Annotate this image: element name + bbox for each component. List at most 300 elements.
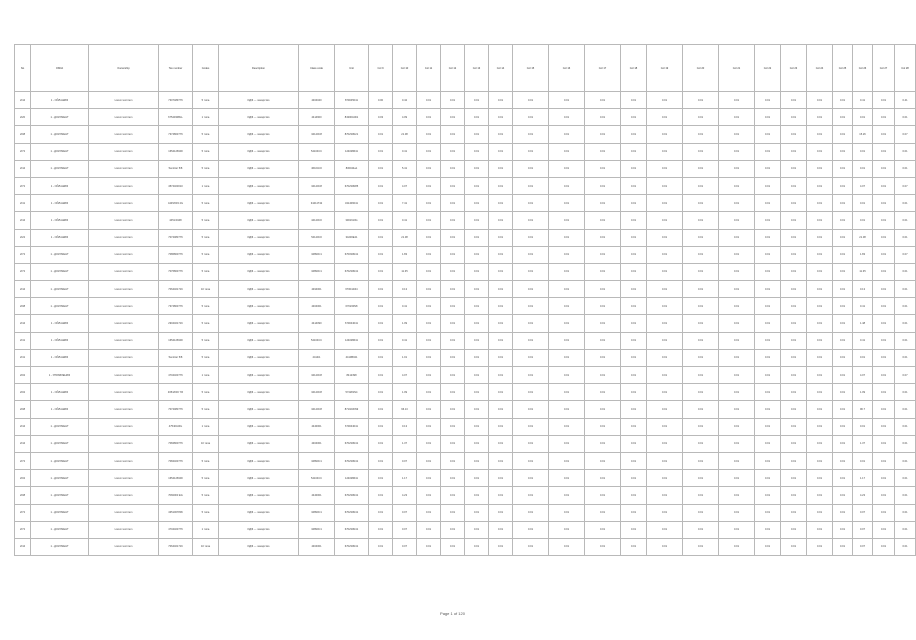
table-cell: 0.01 <box>895 315 916 332</box>
table-cell: Lorem text item <box>89 143 159 160</box>
table-cell: 0.01 <box>755 452 781 469</box>
table-cell: 0.01 <box>489 538 513 555</box>
table-cell: 0.01 <box>549 367 585 384</box>
table-cell: 0.01 <box>853 109 873 126</box>
table-cell: 0.01 <box>833 367 853 384</box>
column-header: Col 17 <box>585 45 621 92</box>
table-cell: 0.01 <box>621 126 647 143</box>
table-cell: 0.01 <box>417 470 441 487</box>
page-footer: Page 1 of 120 <box>440 611 465 616</box>
table-cell: ИДФ — лекарство <box>219 384 299 401</box>
table-cell: 1 - ОЙЛАШИЯ <box>31 212 89 229</box>
table-cell: 0.01 <box>781 452 807 469</box>
table-cell: 0.01 <box>833 315 853 332</box>
table-cell: ИДФ — лекарство <box>219 418 299 435</box>
table-cell: 574281N4 <box>335 384 369 401</box>
table-cell: 1 - ДОКУМЕНТ <box>31 521 89 538</box>
table-cell: ИДФ — лекарство <box>219 263 299 280</box>
table-cell: 2904401716 <box>159 315 193 332</box>
table-cell: 0.01 <box>585 143 621 160</box>
table-cell: 0.01 <box>465 160 489 177</box>
column-header: Ownership <box>89 45 159 92</box>
table-cell: 0.01 <box>441 521 465 538</box>
table-cell: 11.35 <box>853 263 873 280</box>
table-cell: 0.01 <box>417 452 441 469</box>
table-cell: 0.01 <box>441 298 465 315</box>
table-cell: 0.01 <box>755 143 781 160</box>
table-cell: 0.01 <box>417 504 441 521</box>
column-header: Col 28 <box>895 45 916 92</box>
table-row <box>15 349 916 366</box>
table-cell: 0.01 <box>833 401 853 418</box>
table-cell: 0.01 <box>719 195 755 212</box>
table-cell: 0.01 <box>369 538 393 555</box>
table-cell: 0.01 <box>621 195 647 212</box>
table-cell: 0.01 <box>369 160 393 177</box>
table-cell: 0.01 <box>719 435 755 452</box>
table-cell: 0.01 <box>585 229 621 246</box>
table-cell: 0.01 <box>807 281 833 298</box>
table-cell: 21.38 <box>853 229 873 246</box>
table-cell: 0.01 <box>585 435 621 452</box>
table-cell: 1240MM41 <box>335 143 369 160</box>
table-cell: 0.01 <box>895 212 916 229</box>
table-cell: 1 типа <box>193 367 219 384</box>
table-cell: ИДФ — лекарство <box>219 92 299 109</box>
table-cell: ИДФ — лекарство <box>219 126 299 143</box>
table-cell: 0.01 <box>549 332 585 349</box>
table-cell: Lorem text item <box>89 126 159 143</box>
table-cell: 0.01 <box>489 470 513 487</box>
table-cell: 0.01 <box>833 212 853 229</box>
table-cell: 0.01 <box>873 418 895 435</box>
table-cell: 8430044D1 <box>335 109 369 126</box>
table-cell: 4704403776 <box>159 367 193 384</box>
table-cell: 0.01 <box>621 177 647 194</box>
table-cell: 0.01 <box>833 92 853 109</box>
table-cell: 0.01 <box>465 487 489 504</box>
table-cell: 0.01 <box>853 418 873 435</box>
table-cell: 0.01 <box>585 504 621 521</box>
table-cell: 1 - ДОКУМЕНТ <box>31 263 89 280</box>
table-cell: 0.01 <box>369 470 393 487</box>
table-cell: 10 типа <box>193 538 219 555</box>
report-sheet <box>14 44 909 556</box>
table-cell: 34140C8 <box>299 126 335 143</box>
table-cell: 670230N41 <box>335 487 369 504</box>
table-cell: 4445/003 4G <box>159 195 193 212</box>
table-cell: 0.01 <box>549 92 585 109</box>
table-cell: Lorem text item <box>89 470 159 487</box>
table-cell: 0.01 <box>513 177 549 194</box>
table-cell: 2/02 <box>15 470 31 487</box>
table-cell: 0.01 <box>755 281 781 298</box>
table-cell: 0.01 <box>895 470 916 487</box>
table-cell: 0.01 <box>683 315 719 332</box>
table-cell: 2/22 <box>15 229 31 246</box>
table-cell: 0.01 <box>873 349 895 366</box>
table-cell: 0.00 <box>369 92 393 109</box>
table-cell: 0.01 <box>465 384 489 401</box>
table-cell: 0.01 <box>833 470 853 487</box>
table-cell: 0.01 <box>683 504 719 521</box>
table-cell: 1 типа <box>193 177 219 194</box>
table-cell: 0.01 <box>833 384 853 401</box>
table-cell: 4654/003 7/6 <box>159 384 193 401</box>
table-cell: ИДФ — лекарство <box>219 470 299 487</box>
table-cell: 0.01 <box>873 195 895 212</box>
table-cell: 5 типа <box>193 143 219 160</box>
table-cell: 2/72 <box>15 177 31 194</box>
table-cell: 7084403776 <box>159 452 193 469</box>
table-cell: 5 типа <box>193 195 219 212</box>
table-cell: 670230N41 <box>335 504 369 521</box>
table-cell: 2/44 <box>15 212 31 229</box>
table-cell: 3001610G <box>335 212 369 229</box>
table-cell: 0.01 <box>781 195 807 212</box>
table-cell: 0.01 <box>807 367 833 384</box>
table-cell: 0.01 <box>895 435 916 452</box>
table-cell: 0.01 <box>549 160 585 177</box>
table-cell: 0.13 <box>393 281 417 298</box>
table-cell: 0.01 <box>369 195 393 212</box>
table-cell: 2/44 <box>15 435 31 452</box>
table-cell: 0.01 <box>417 521 441 538</box>
table-cell: 0.01 <box>873 401 895 418</box>
table-cell: 34890C1 <box>299 263 335 280</box>
table-cell: 5 типа <box>193 246 219 263</box>
table-cell: 0.01 <box>441 487 465 504</box>
table-cell: 0.01 <box>621 332 647 349</box>
table-cell: 4464001 <box>299 538 335 555</box>
table-cell: 0.01 <box>585 452 621 469</box>
table-cell: ИДФ — лекарство <box>219 367 299 384</box>
table-cell: 0.01 <box>417 263 441 280</box>
table-cell: 0.01 <box>755 126 781 143</box>
table-cell: 0.01 <box>585 263 621 280</box>
table-cell: 0.01 <box>369 384 393 401</box>
table-cell: 0.01 <box>489 384 513 401</box>
table-cell: 4.09 <box>393 109 417 126</box>
table-cell: 1 - ДОКУМЕНТ <box>31 160 89 177</box>
table-cell: 0.01 <box>683 229 719 246</box>
table-cell: 96.7 <box>853 401 873 418</box>
table-cell: 0.01 <box>719 521 755 538</box>
table-cell: 0.01 <box>873 367 895 384</box>
table-cell: 0.01 <box>621 504 647 521</box>
table-cell: 0.01 <box>873 487 895 504</box>
table-cell: 0.01 <box>465 263 489 280</box>
table-row <box>15 109 916 126</box>
table-cell: 0.01 <box>647 92 683 109</box>
table-cell: 0.01 <box>441 126 465 143</box>
table-cell: 0.01 <box>369 435 393 452</box>
table-cell: 0.01 <box>807 298 833 315</box>
table-cell: 0.01 <box>585 195 621 212</box>
table-cell: 0.01 <box>833 418 853 435</box>
table-cell: 0.01 <box>417 160 441 177</box>
table-cell: Lorem text item <box>89 263 159 280</box>
table-cell: 4414I1 <box>299 349 335 366</box>
table-cell: 1 - ДОКУМЕНТ <box>31 470 89 487</box>
table-cell: 0.01 <box>895 332 916 349</box>
table-cell: ИДФ — лекарство <box>219 298 299 315</box>
table-cell: 4440001 <box>299 418 335 435</box>
table-cell: ИДФ — лекарство <box>219 349 299 366</box>
table-row <box>15 92 916 109</box>
table-row <box>15 435 916 452</box>
table-cell: 0.01 <box>585 384 621 401</box>
table-cell: Lorem text item <box>89 401 159 418</box>
table-cell: 0.01 <box>489 281 513 298</box>
table-cell: 0.01 <box>585 470 621 487</box>
table-cell: 0.01 <box>807 452 833 469</box>
table-cell: 0.41 <box>853 332 873 349</box>
table-cell: 0.01 <box>719 263 755 280</box>
column-header: Col 20 <box>683 45 719 92</box>
table-cell: 830044a1 <box>335 160 369 177</box>
table-cell: 0.01 <box>465 538 489 555</box>
table-cell: 0.01 <box>807 109 833 126</box>
table-cell: 0.01 <box>873 452 895 469</box>
table-cell: 1 - ОЙЛАШИЯ <box>31 195 89 212</box>
table-cell: 0.01 <box>465 315 489 332</box>
table-cell: 0.01 <box>441 401 465 418</box>
table-cell: 0.01 <box>647 229 683 246</box>
table-cell: 0.01 <box>647 367 683 384</box>
table-cell: 0.01 <box>755 349 781 366</box>
table-cell: 0.01 <box>369 487 393 504</box>
table-cell: 670230N41 <box>335 263 369 280</box>
table-cell: 0.01 <box>489 298 513 315</box>
table-cell: 0.01 <box>489 332 513 349</box>
table-cell: 2/44 <box>15 538 31 555</box>
table-cell: 0.01 <box>489 487 513 504</box>
table-cell: 0.01 <box>585 92 621 109</box>
table-cell: 1.37 <box>853 435 873 452</box>
table-cell: 7374803776 <box>159 298 193 315</box>
table-cell: 0.01 <box>489 263 513 280</box>
table-cell: 0.01 <box>873 298 895 315</box>
table-cell: 1 - ДОКУМЕНТ <box>31 143 89 160</box>
table-cell: 0.01 <box>833 177 853 194</box>
table-cell: 0.07 <box>895 177 916 194</box>
table-cell: 0.01 <box>755 212 781 229</box>
table-cell: 0.01 <box>755 470 781 487</box>
table-cell: 21.38 <box>393 229 417 246</box>
table-cell: 0.01 <box>719 367 755 384</box>
table-cell: 0.01 <box>781 401 807 418</box>
table-cell: 0.01 <box>873 92 895 109</box>
table-cell: 0.01 <box>895 143 916 160</box>
table-cell: 0.01 <box>549 281 585 298</box>
table-cell: 870045041 <box>335 92 369 109</box>
table-cell: 0.01 <box>441 229 465 246</box>
table-cell: 5 типа <box>193 401 219 418</box>
table-cell: 0.01 <box>513 401 549 418</box>
table-cell: Lorem text item <box>89 452 159 469</box>
table-cell: 0.07 <box>393 538 417 555</box>
table-cell: 0.01 <box>719 246 755 263</box>
table-cell: 0.01 <box>719 126 755 143</box>
column-header: Col 11 <box>417 45 441 92</box>
table-cell: 0.01 <box>719 109 755 126</box>
table-cell: 0.01 <box>417 298 441 315</box>
table-cell: 0.01 <box>833 538 853 555</box>
table-cell: 0.01 <box>441 538 465 555</box>
table-cell: 0.01 <box>441 384 465 401</box>
table-cell: 0.01 <box>873 229 895 246</box>
table-cell: 0.01 <box>807 229 833 246</box>
table-cell: 7076803776 <box>159 263 193 280</box>
table-cell: 0.01 <box>489 109 513 126</box>
table-cell: 0.41 <box>393 298 417 315</box>
table-cell: 0.01 <box>549 487 585 504</box>
table-cell: 7084003 EG <box>159 487 193 504</box>
table-cell: 7307489776 <box>159 92 193 109</box>
table-cell: 2/02 <box>15 367 31 384</box>
table-cell: 0.01 <box>807 487 833 504</box>
table-cell: 0.01 <box>647 504 683 521</box>
table-cell: 4414600 <box>299 109 335 126</box>
table-cell: 0.01 <box>549 521 585 538</box>
table-cell: 8710230N9 <box>335 401 369 418</box>
table-cell: 7064401716 <box>159 538 193 555</box>
table-cell: 1654126900 <box>159 470 193 487</box>
table-cell: 2/41 <box>15 349 31 366</box>
table-cell: 0.01 <box>369 177 393 194</box>
table-cell: 0.01 <box>781 246 807 263</box>
table-cell: 1 - УПРАВЛЕНИЯ <box>31 367 89 384</box>
table-cell: 0.01 <box>719 504 755 521</box>
table-cell: 0.01 <box>465 435 489 452</box>
table-cell: 0.01 <box>895 349 916 366</box>
table-cell: 1 - ДОКУМЕНТ <box>31 246 89 263</box>
table-cell: 0.01 <box>621 229 647 246</box>
table-cell: Lorem text item <box>89 521 159 538</box>
table-cell: 0.41 <box>895 92 916 109</box>
table-cell: 0.01 <box>807 315 833 332</box>
table-cell: 0.01 <box>621 418 647 435</box>
table-cell: 0.01 <box>465 349 489 366</box>
table-cell: 0.01 <box>549 538 585 555</box>
table-cell: 21.38 <box>393 126 417 143</box>
table-cell: 0.01 <box>465 177 489 194</box>
table-cell: 0.01 <box>833 160 853 177</box>
table-cell: 0.01 <box>417 315 441 332</box>
table-cell: 0.01 <box>719 401 755 418</box>
table-cell: 0.01 <box>833 229 853 246</box>
table-cell: 0.07 <box>895 126 916 143</box>
table-cell: 0.01 <box>719 538 755 555</box>
table-cell: 0.01 <box>873 538 895 555</box>
table-cell: 0.01 <box>781 229 807 246</box>
table-cell: 1.09 <box>393 384 417 401</box>
table-cell: 1.17 <box>853 470 873 487</box>
table-cell: 1.01 <box>393 349 417 366</box>
table-cell: 0.01 <box>781 126 807 143</box>
table-cell: 0.01 <box>549 126 585 143</box>
table-row <box>15 401 916 418</box>
table-cell: ИДФ — лекарство <box>219 504 299 521</box>
table-cell: Lorem text item <box>89 332 159 349</box>
table-cell: 0.01 <box>755 92 781 109</box>
table-cell: 2/72 <box>15 246 31 263</box>
table-cell: 0.01 <box>873 281 895 298</box>
table-cell: 4.23 <box>393 487 417 504</box>
table-cell: 0.01 <box>489 367 513 384</box>
table-cell: 4351007806 <box>159 504 193 521</box>
table-cell: 0.01 <box>489 160 513 177</box>
table-cell: 2/02 <box>15 384 31 401</box>
table-cell: 0.01 <box>441 263 465 280</box>
table-cell: 2/44 <box>15 281 31 298</box>
table-cell: 0.01 <box>621 160 647 177</box>
table-cell: 0.01 <box>489 401 513 418</box>
table-cell: 0.01 <box>647 109 683 126</box>
table-cell: 0.01 <box>489 435 513 452</box>
table-row <box>15 521 916 538</box>
table-cell: 0.01 <box>417 92 441 109</box>
table-cell: 0.01 <box>807 246 833 263</box>
table-cell: 0.01 <box>873 126 895 143</box>
table-cell: 0.01 <box>417 349 441 366</box>
table-cell: 0.01 <box>513 384 549 401</box>
table-cell: 0.01 <box>719 470 755 487</box>
table-cell: 0.01 <box>647 487 683 504</box>
table-cell: 0.01 <box>465 298 489 315</box>
table-cell: 1 - ДОКУМЕНТ <box>31 126 89 143</box>
table-cell: 0.01 <box>807 212 833 229</box>
table-cell: 0.01 <box>807 349 833 366</box>
table-cell: 34890C1 <box>299 521 335 538</box>
table-cell: 1 - ДОКУМЕНТ <box>31 435 89 452</box>
table-cell: 0.01 <box>807 401 833 418</box>
table-cell: 0.01 <box>369 246 393 263</box>
table-cell: 1.83 <box>393 246 417 263</box>
table-cell: 0.01 <box>895 384 916 401</box>
table-cell: Lorem text item <box>89 195 159 212</box>
table-cell: 0.07 <box>393 452 417 469</box>
table-cell: 0.01 <box>807 143 833 160</box>
table-cell: 0.01 <box>369 418 393 435</box>
table-cell: 0.01 <box>833 281 853 298</box>
table-cell: 0.41 <box>853 92 873 109</box>
table-cell: 0.01 <box>585 281 621 298</box>
table-cell: 0.01 <box>513 470 549 487</box>
table-cell: 0.01 <box>719 418 755 435</box>
table-cell: 2/72 <box>15 143 31 160</box>
table-cell: 0.01 <box>549 384 585 401</box>
table-cell: 0.01 <box>683 126 719 143</box>
table-cell: 0.01 <box>647 281 683 298</box>
table-cell: 5 типа <box>193 349 219 366</box>
column-header: Col 21 <box>719 45 755 92</box>
table-cell: 0.01 <box>807 195 833 212</box>
table-cell: 0.01 <box>895 452 916 469</box>
table-cell: 0.01 <box>807 177 833 194</box>
table-cell: 0.01 <box>585 160 621 177</box>
table-cell: 5 типа <box>193 126 219 143</box>
table-cell: 0.01 <box>781 281 807 298</box>
table-cell: 0.01 <box>417 126 441 143</box>
table-cell: 0.01 <box>647 126 683 143</box>
column-header: Col 14 <box>489 45 513 92</box>
table-cell: 0.01 <box>807 384 833 401</box>
table-cell: 0.01 <box>621 281 647 298</box>
table-cell: 0.01 <box>895 160 916 177</box>
table-cell: 0.01 <box>833 504 853 521</box>
